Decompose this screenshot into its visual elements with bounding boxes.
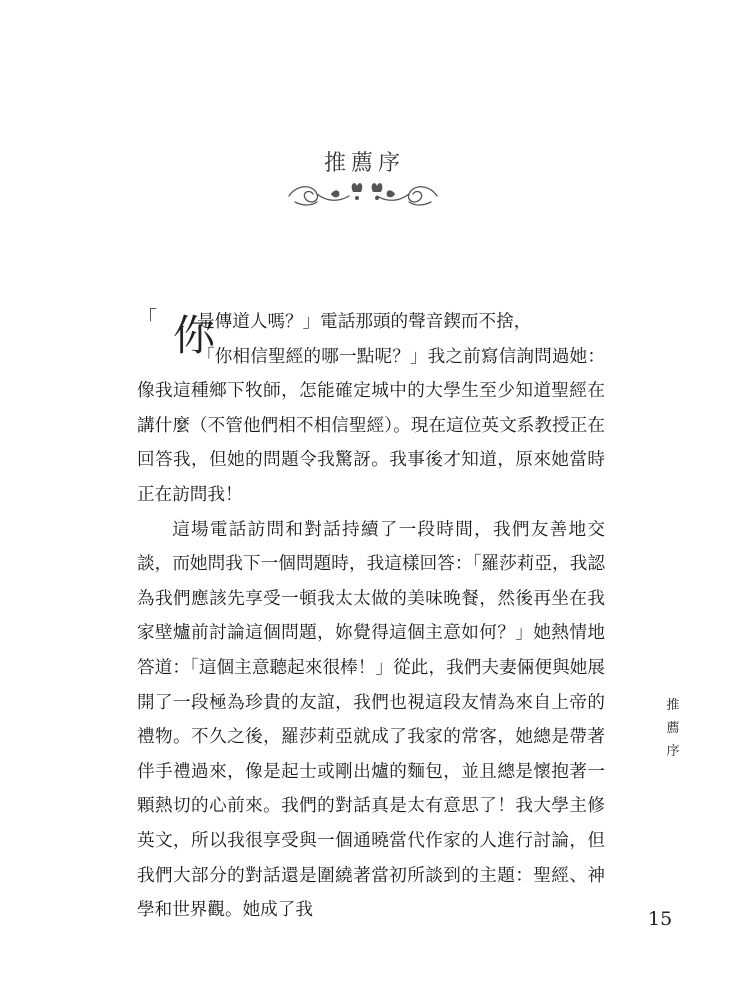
paragraph-1-rest: 「你相信聖經的哪一點呢？」我之前寫信詢問過她：像我這種鄉下牧師，怎能確定城中的大學生至少知道聖經在講什麼（不管他們相不相信聖經）。現在這位英文系教授正在回答我，但她的問題令我驚訝。我事後才知道，原來她當時正在訪問我！ [137, 346, 605, 505]
paragraph-1-first-line: 是傳道人嗎？」電話那頭的聲音鍥而不捨， [197, 312, 532, 332]
body-text [137, 305, 605, 928]
paragraph-2: 這場電話訪問和對話持續了一段時間，我們友善地交談，而她問我下一個問題時，我這樣回答：「羅莎莉亞，我認為我們應該先享受一頓我太太做的美味晚餐，然後再坐在我家壁爐前討論這個問題，妳覺得這個主意如何？」她熱情地答道：「這個主意聽起來很棒！」從此，我們夫妻倆便與她展開了一段極為珍貴的友誼，我們也視這段友情為來自上帝的禮物。不久之後，羅莎莉亞就成了我家的常客，她總是帶著伴手禮過來，像是起士或剛出爐的麵包，並且總是懷抱著一顆熱切的心前來。我們的對話真是太有意思了！我大學主修英文，所以我很享受與一個通曉當代作家的人進行討論，但我們大部分的對話還是圍繞著當初所談到的主題：聖經、神學和世界觀。她成了我 [137, 519, 605, 921]
paragraph-1 [137, 305, 605, 513]
chapter-title: 推薦序 [323, 151, 405, 176]
flourish-ornament-icon [283, 172, 443, 212]
page-number: 15 [648, 908, 673, 930]
drop-cap-character: 你 [173, 311, 216, 360]
running-head-side-label: 推薦序 [666, 698, 680, 759]
drop-cap-quote: 「 [137, 306, 157, 330]
